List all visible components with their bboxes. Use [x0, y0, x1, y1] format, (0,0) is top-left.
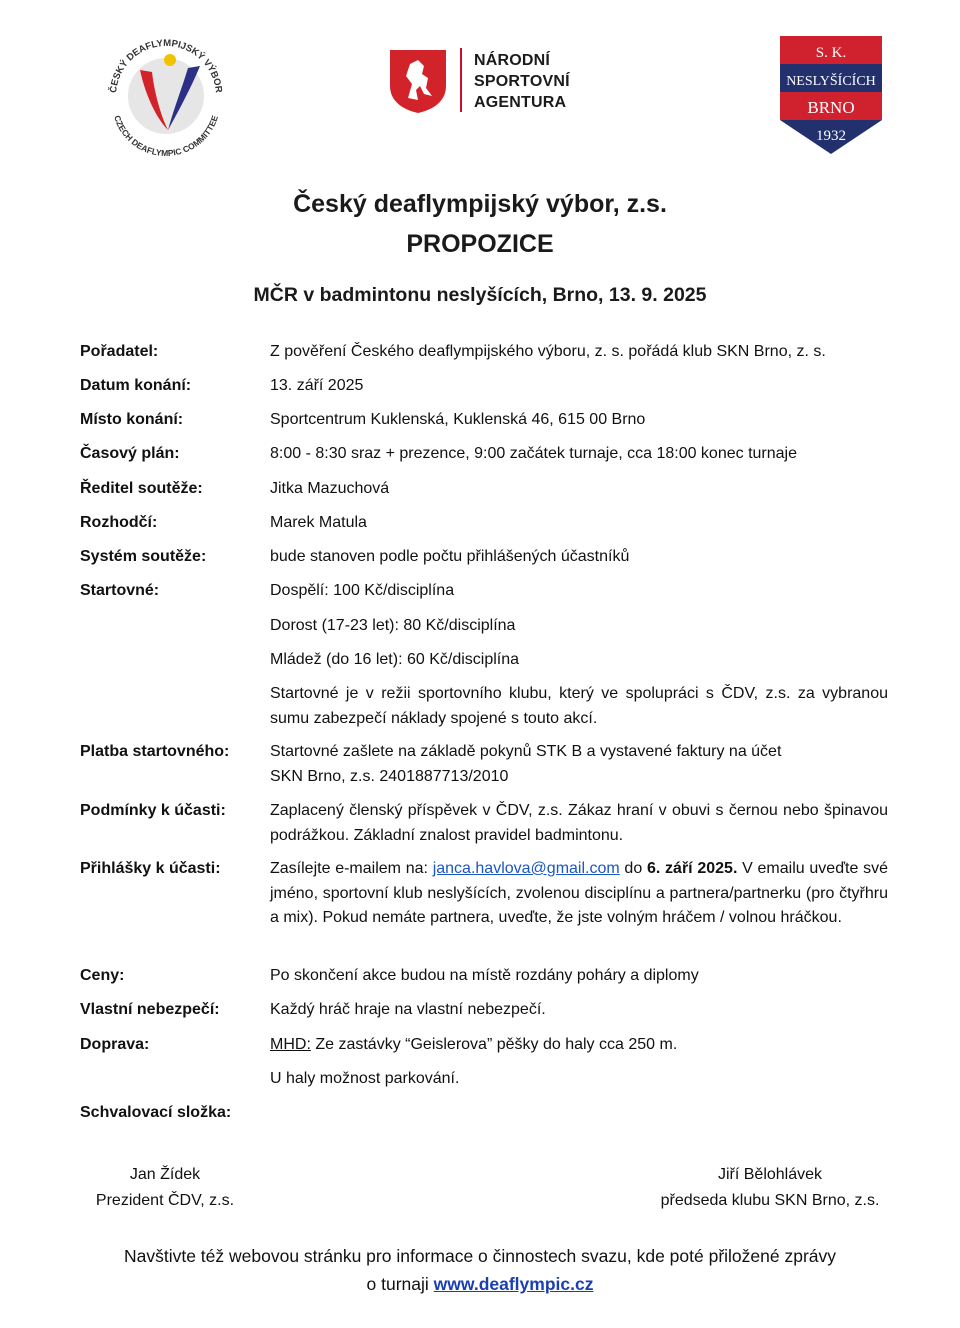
mhd-label: MHD:: [270, 1036, 311, 1053]
label-nebezpeci: Vlastní nebezpečí:: [80, 1001, 220, 1018]
doc-type-title: PROPOZICE: [406, 230, 554, 258]
prihlasky-mid: do: [619, 860, 647, 877]
email-link[interactable]: janca.havlova@gmail.com: [432, 860, 620, 877]
skn-brno-logo: [778, 34, 884, 156]
label-startovne: Startovné:: [80, 582, 160, 599]
label-misto: Místo konání:: [80, 411, 184, 428]
website-link[interactable]: www.deaflympic.cz: [433, 1274, 594, 1294]
prihlasky-prefix: Zasílejte e-mailem na:: [270, 860, 433, 877]
svg-text:ČESKÝ DEAFLYMPIJSKÝ VÝBOR: ČESKÝ DEAFLYMPIJSKÝ VÝBOR: [108, 37, 224, 94]
value-datum: 13. září 2025: [270, 377, 364, 394]
value-rozhodci: Marek Matula: [270, 514, 367, 531]
mhd-text: Ze zastávky “Geislerova” pěšky do haly cca 250 m.: [310, 1036, 678, 1053]
svg-text:BRNO: BRNO: [807, 98, 855, 117]
svg-text:CZECH DEAFLYMPIC COMMITTEE: CZECH DEAFLYMPIC COMMITTEE: [112, 114, 220, 159]
value-prihlasky: [270, 857, 888, 931]
nsa-divider: [460, 48, 462, 112]
nsa-line-2: SPORTOVNÍ: [474, 73, 570, 90]
lion-emblem-icon: [388, 48, 448, 114]
svg-text:S. K.: S. K.: [815, 45, 847, 61]
label-plan: Časový plán:: [80, 445, 180, 462]
label-prihlasky: Přihlášky k účasti:: [80, 860, 221, 877]
prihlasky-rest: V emailu uveďte své jméno, sportovní klub neslyšících, zvolenou disciplínu a partnera/partnerku (pro čtyřhru a mix). Pokud nemáte partnera, uveďte, že jste volným hráčem / volnou hráčkou.: [270, 860, 888, 926]
value-reditel: Jitka Mazuchová: [270, 480, 390, 497]
value-podminky: Zaplacený členský příspěvek v ČDV, z.s. Zákaz hraní v obuvi s černou nebo špinavou podrážkou. Základní znalost pravidel badmintonu.: [270, 802, 888, 844]
signature-left-name: Jan Žídek: [129, 1166, 201, 1183]
value-parking: U haly možnost parkování.: [270, 1070, 460, 1087]
footer: [0, 1242, 960, 1298]
label-podminky: Podmínky k účasti:: [80, 802, 226, 819]
svg-text:NESLYŠÍCÍCH: NESLYŠÍCÍCH: [786, 74, 876, 89]
svg-text:1932: 1932: [816, 128, 846, 144]
value-nebezpeci: Každý hráč hraje na vlastní nebezpečí.: [270, 1001, 546, 1018]
label-poradatel: Pořadatel:: [80, 343, 159, 360]
label-rozhodci: Rozhodčí:: [80, 514, 158, 531]
footer-line2: [0, 1270, 960, 1298]
value-plan: 8:00 - 8:30 sraz + prezence, 9:00 začátek turnaje, cca 18:00 konec turnaje: [270, 445, 797, 462]
value-doprava: [270, 1033, 888, 1058]
nsa-line-1: NÁRODNÍ: [474, 52, 551, 69]
signature-right-name: Jiří Bělohlávek: [717, 1166, 823, 1183]
value-startovne-juniors: Dorost (17-23 let): 80 Kč/disciplína: [270, 617, 516, 634]
signature-right: [650, 1162, 890, 1214]
value-platba-line2: SKN Brno, z.s. 2401887713/2010: [270, 767, 509, 785]
value-startovne-note: Startovné je v režii sportovního klubu, který ve spolupráci s ČDV, z.s. za vybranou sumu zabezpečí náklady spojené s touto akcí.: [270, 685, 888, 727]
value-platba: [270, 740, 888, 789]
label-datum: Datum konání:: [80, 377, 192, 394]
footer-line1: Navštivte též webovou stránku pro informace o činnostech svazu, kde poté přiložené zprávy: [123, 1246, 837, 1266]
signature-right-role: předseda klubu SKN Brno, z.s.: [660, 1192, 880, 1209]
nsa-line-3: AGENTURA: [474, 94, 567, 111]
value-misto: Sportcentrum Kuklenská, Kuklenská 46, 615 00 Brno: [270, 411, 646, 428]
label-reditel: Ředitel soutěže:: [80, 480, 203, 497]
value-platba-line1: Startovné zašlete na základě pokynů STK B a vystavené faktury na účet: [270, 743, 782, 760]
value-ceny: Po skončení akce budou na místě rozdány poháry a diplomy: [270, 967, 699, 984]
value-startovne-adults: Dospělí: 100 Kč/disciplína: [270, 582, 455, 599]
label-platba: Platba startovného:: [80, 743, 230, 760]
event-title: MČR v badmintonu neslyšících, Brno, 13. 9. 2025: [253, 284, 707, 306]
signature-left: [80, 1162, 250, 1214]
org-title: Český deaflympijský výbor, z.s.: [293, 190, 667, 218]
value-poradatel: Z pověření Českého deaflympijského výboru, z. s. pořádá klub SKN Brno, z. s.: [270, 343, 826, 360]
label-system: Systém soutěže:: [80, 548, 207, 565]
prihlasky-deadline: 6. září 2025.: [646, 860, 738, 877]
value-startovne-youth: Mládež (do 16 let): 60 Kč/disciplína: [270, 651, 520, 668]
label-schvalovaci: Schvalovací složka:: [80, 1104, 232, 1121]
nsa-name: [474, 50, 570, 113]
cdv-logo: [98, 28, 234, 164]
value-system: bude stanoven podle počtu přihlášených účastníků: [270, 548, 630, 565]
footer-prefix: o turnaji: [366, 1274, 434, 1294]
label-doprava: Doprava:: [80, 1036, 150, 1053]
nsa-logo: [388, 44, 588, 116]
signature-left-role: Prezident ČDV, z.s.: [95, 1192, 235, 1209]
label-ceny: Ceny:: [80, 967, 125, 984]
